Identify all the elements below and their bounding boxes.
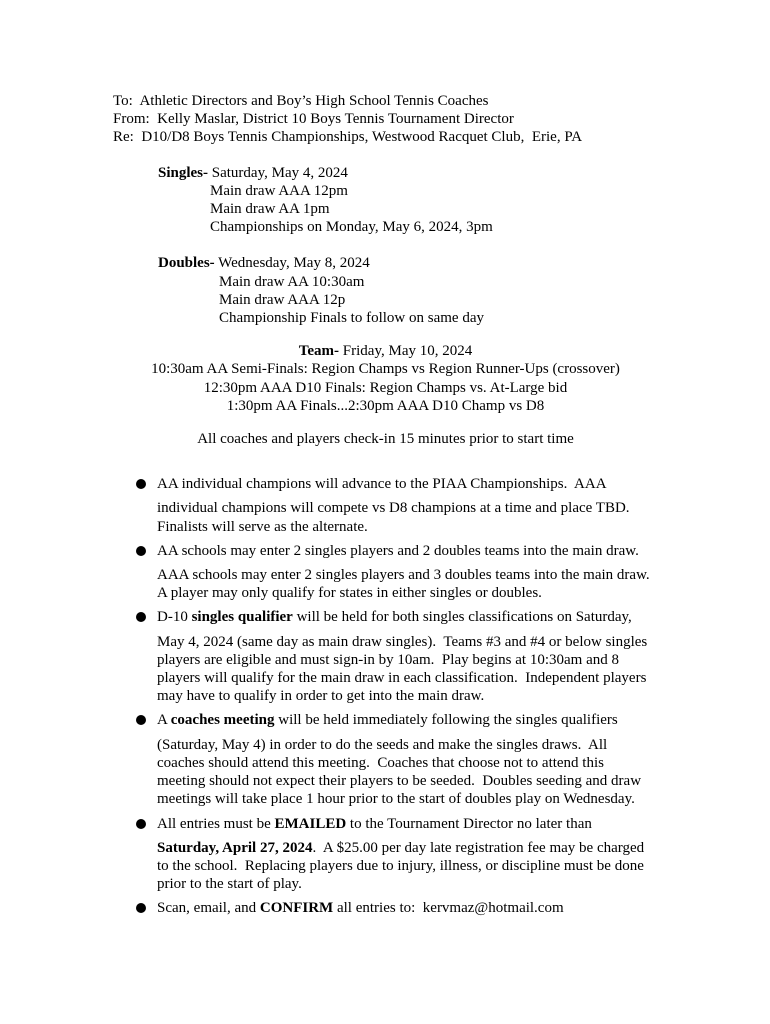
singles-label: Singles-: [158, 164, 209, 181]
bullet-icon: [136, 715, 146, 725]
to-line: To: Athletic Directors and Boy’s High School Tennis Coaches: [113, 93, 489, 109]
bullet-item: [113, 608, 658, 705]
bullet-item: [113, 899, 658, 917]
schedule-line: Main draw AA 1pm: [210, 201, 330, 218]
bullet-icon: [136, 546, 146, 556]
bullet-line: [157, 633, 658, 651]
bullet-line: [157, 566, 658, 584]
bullet-text: to the Tournament Director no later than: [346, 815, 592, 832]
bullet-text: D-10: [157, 609, 192, 626]
bullet-line: [157, 772, 658, 790]
schedule-line: Main draw AA 10:30am: [219, 273, 365, 290]
bullet-text: Finalists will serve as the alternate.: [157, 518, 368, 535]
team-heading: [113, 342, 658, 360]
singles-date: Saturday, May 4, 2024: [208, 164, 348, 181]
bullet-text: (Saturday, May 4) in order to do the seeds and make the singles draws. All: [157, 736, 608, 753]
team-label: Team-: [298, 343, 340, 360]
bullet-text: A player may only qualify for states in either singles or doubles.: [157, 585, 542, 602]
email-address: kervmaz@hotmail.com: [422, 900, 564, 917]
bullet-line: [157, 669, 658, 687]
bullet-text: players are eligible and must sign-in by 10am. Play begins at 10:30am and 8: [157, 651, 619, 668]
section-doubles: [113, 254, 658, 327]
bullet-text: Scan, email, and: [157, 900, 260, 917]
re-line: Re: D10/D8 Boys Tennis Championships, Westwood Racquet Club, Erie, PA: [113, 129, 583, 146]
bullet-line: [157, 687, 658, 705]
bullet-icon: [136, 819, 146, 829]
bullet-item: [113, 542, 658, 603]
bullet-line: [157, 839, 658, 857]
bullet-line: [157, 499, 658, 517]
bullet-text: coaches should attend this meeting. Coaches that choose not to attend this: [157, 754, 604, 771]
bullet-text: prior to the start of play.: [157, 876, 302, 893]
bullet-text: meetings will take place 1 hour prior to the start of doubles play on Wednesday.: [157, 791, 635, 808]
bullet-text: Saturday, April 27, 2024: [157, 839, 313, 856]
memo-header: [113, 92, 658, 147]
from-line: From: Kelly Maslar, District 10 Boys Tennis Tournament Director: [113, 111, 514, 128]
bullet-line: [157, 875, 658, 893]
schedule-line: Championships on Monday, May 6, 2024, 3pm: [210, 219, 493, 236]
bullet-text: AAA schools may enter 2 singles players and 3 doubles teams into the main draw.: [157, 567, 650, 584]
bullet-line: [157, 608, 658, 626]
bullet-text: all entries to:: [333, 900, 423, 917]
section-team: [113, 342, 658, 415]
doubles-heading: [113, 254, 658, 272]
bullet-text: individual champions will compete vs D8 champions at a time and place TBD.: [157, 500, 630, 517]
bullet-line: [157, 542, 658, 560]
memo-body: [113, 0, 658, 924]
bullet-line: [157, 736, 658, 754]
bullet-icon: [136, 479, 146, 489]
bullet-line: [157, 518, 658, 536]
bullet-text: meeting should not expect their players to be seeded. Doubles seeding and draw: [157, 773, 642, 790]
bullet-line: [157, 475, 658, 493]
bullet-line: [157, 899, 658, 917]
bullet-text: may have to qualify in order to get into the main draw.: [157, 688, 485, 705]
bullet-text: will be held for both singles classifications on Saturday,: [292, 609, 632, 626]
bullet-line: [157, 815, 658, 833]
team-date: Friday, May 10, 2024: [339, 343, 473, 360]
section-singles: [113, 164, 658, 237]
schedule-line: Main draw AAA 12p: [219, 291, 346, 308]
schedule-line: Main draw AAA 12pm: [210, 182, 348, 199]
bullet-text: players will qualify for the main draw in each classification. Independent players: [157, 670, 647, 687]
bullet-text: All entries must be: [157, 815, 275, 832]
bullet-text: singles qualifier: [191, 609, 293, 626]
bullet-icon: [136, 903, 146, 913]
bullet-text: . A $25.00 per day late registration fee may be charged: [312, 839, 645, 856]
bullet-item: [113, 815, 658, 894]
bullet-text: AA individual champions will advance to the PIAA Championships. AAA: [157, 476, 607, 493]
bullet-item: [113, 475, 658, 536]
schedule-line: 10:30am AA Semi-Finals: Region Champs vs Region Runner-Ups (crossover): [151, 361, 620, 378]
schedule-line: 12:30pm AAA D10 Finals: Region Champs vs. At-Large bid: [203, 379, 568, 396]
bullet-text: A: [157, 712, 171, 729]
doubles-label: Doubles-: [158, 255, 215, 272]
bullet-text: CONFIRM: [259, 900, 334, 917]
schedule-line: Championship Finals to follow on same day: [219, 310, 484, 327]
bullet-text: AA schools may enter 2 singles players and 2 doubles teams into the main draw.: [157, 542, 639, 559]
bullet-text: to the school. Replacing players due to injury, illness, or discipline must be done: [157, 857, 644, 874]
schedule-line: 1:30pm AA Finals...2:30pm AAA D10 Champ vs D8: [226, 397, 545, 414]
bullet-text: May 4, 2024 (same day as main draw singles). Teams #3 and #4 or below singles: [157, 633, 648, 650]
bullet-list: [113, 475, 658, 917]
bullet-icon: [136, 612, 146, 622]
doubles-date: Wednesday, May 8, 2024: [214, 255, 370, 272]
bullet-text: will be held immediately following the singles qualifiers: [274, 712, 618, 729]
bullet-line: [157, 754, 658, 772]
singles-heading: [113, 164, 658, 182]
bullet-line: [157, 651, 658, 669]
bullet-line: [157, 711, 658, 729]
bullet-line: [157, 857, 658, 875]
bullet-line: [157, 790, 658, 808]
bullet-line: [157, 584, 658, 602]
bullet-text: EMAILED: [274, 815, 347, 832]
bullet-item: [113, 711, 658, 808]
bullet-text: coaches meeting: [170, 712, 275, 729]
checkin-note: All coaches and players check-in 15 minutes prior to start time: [197, 431, 574, 448]
